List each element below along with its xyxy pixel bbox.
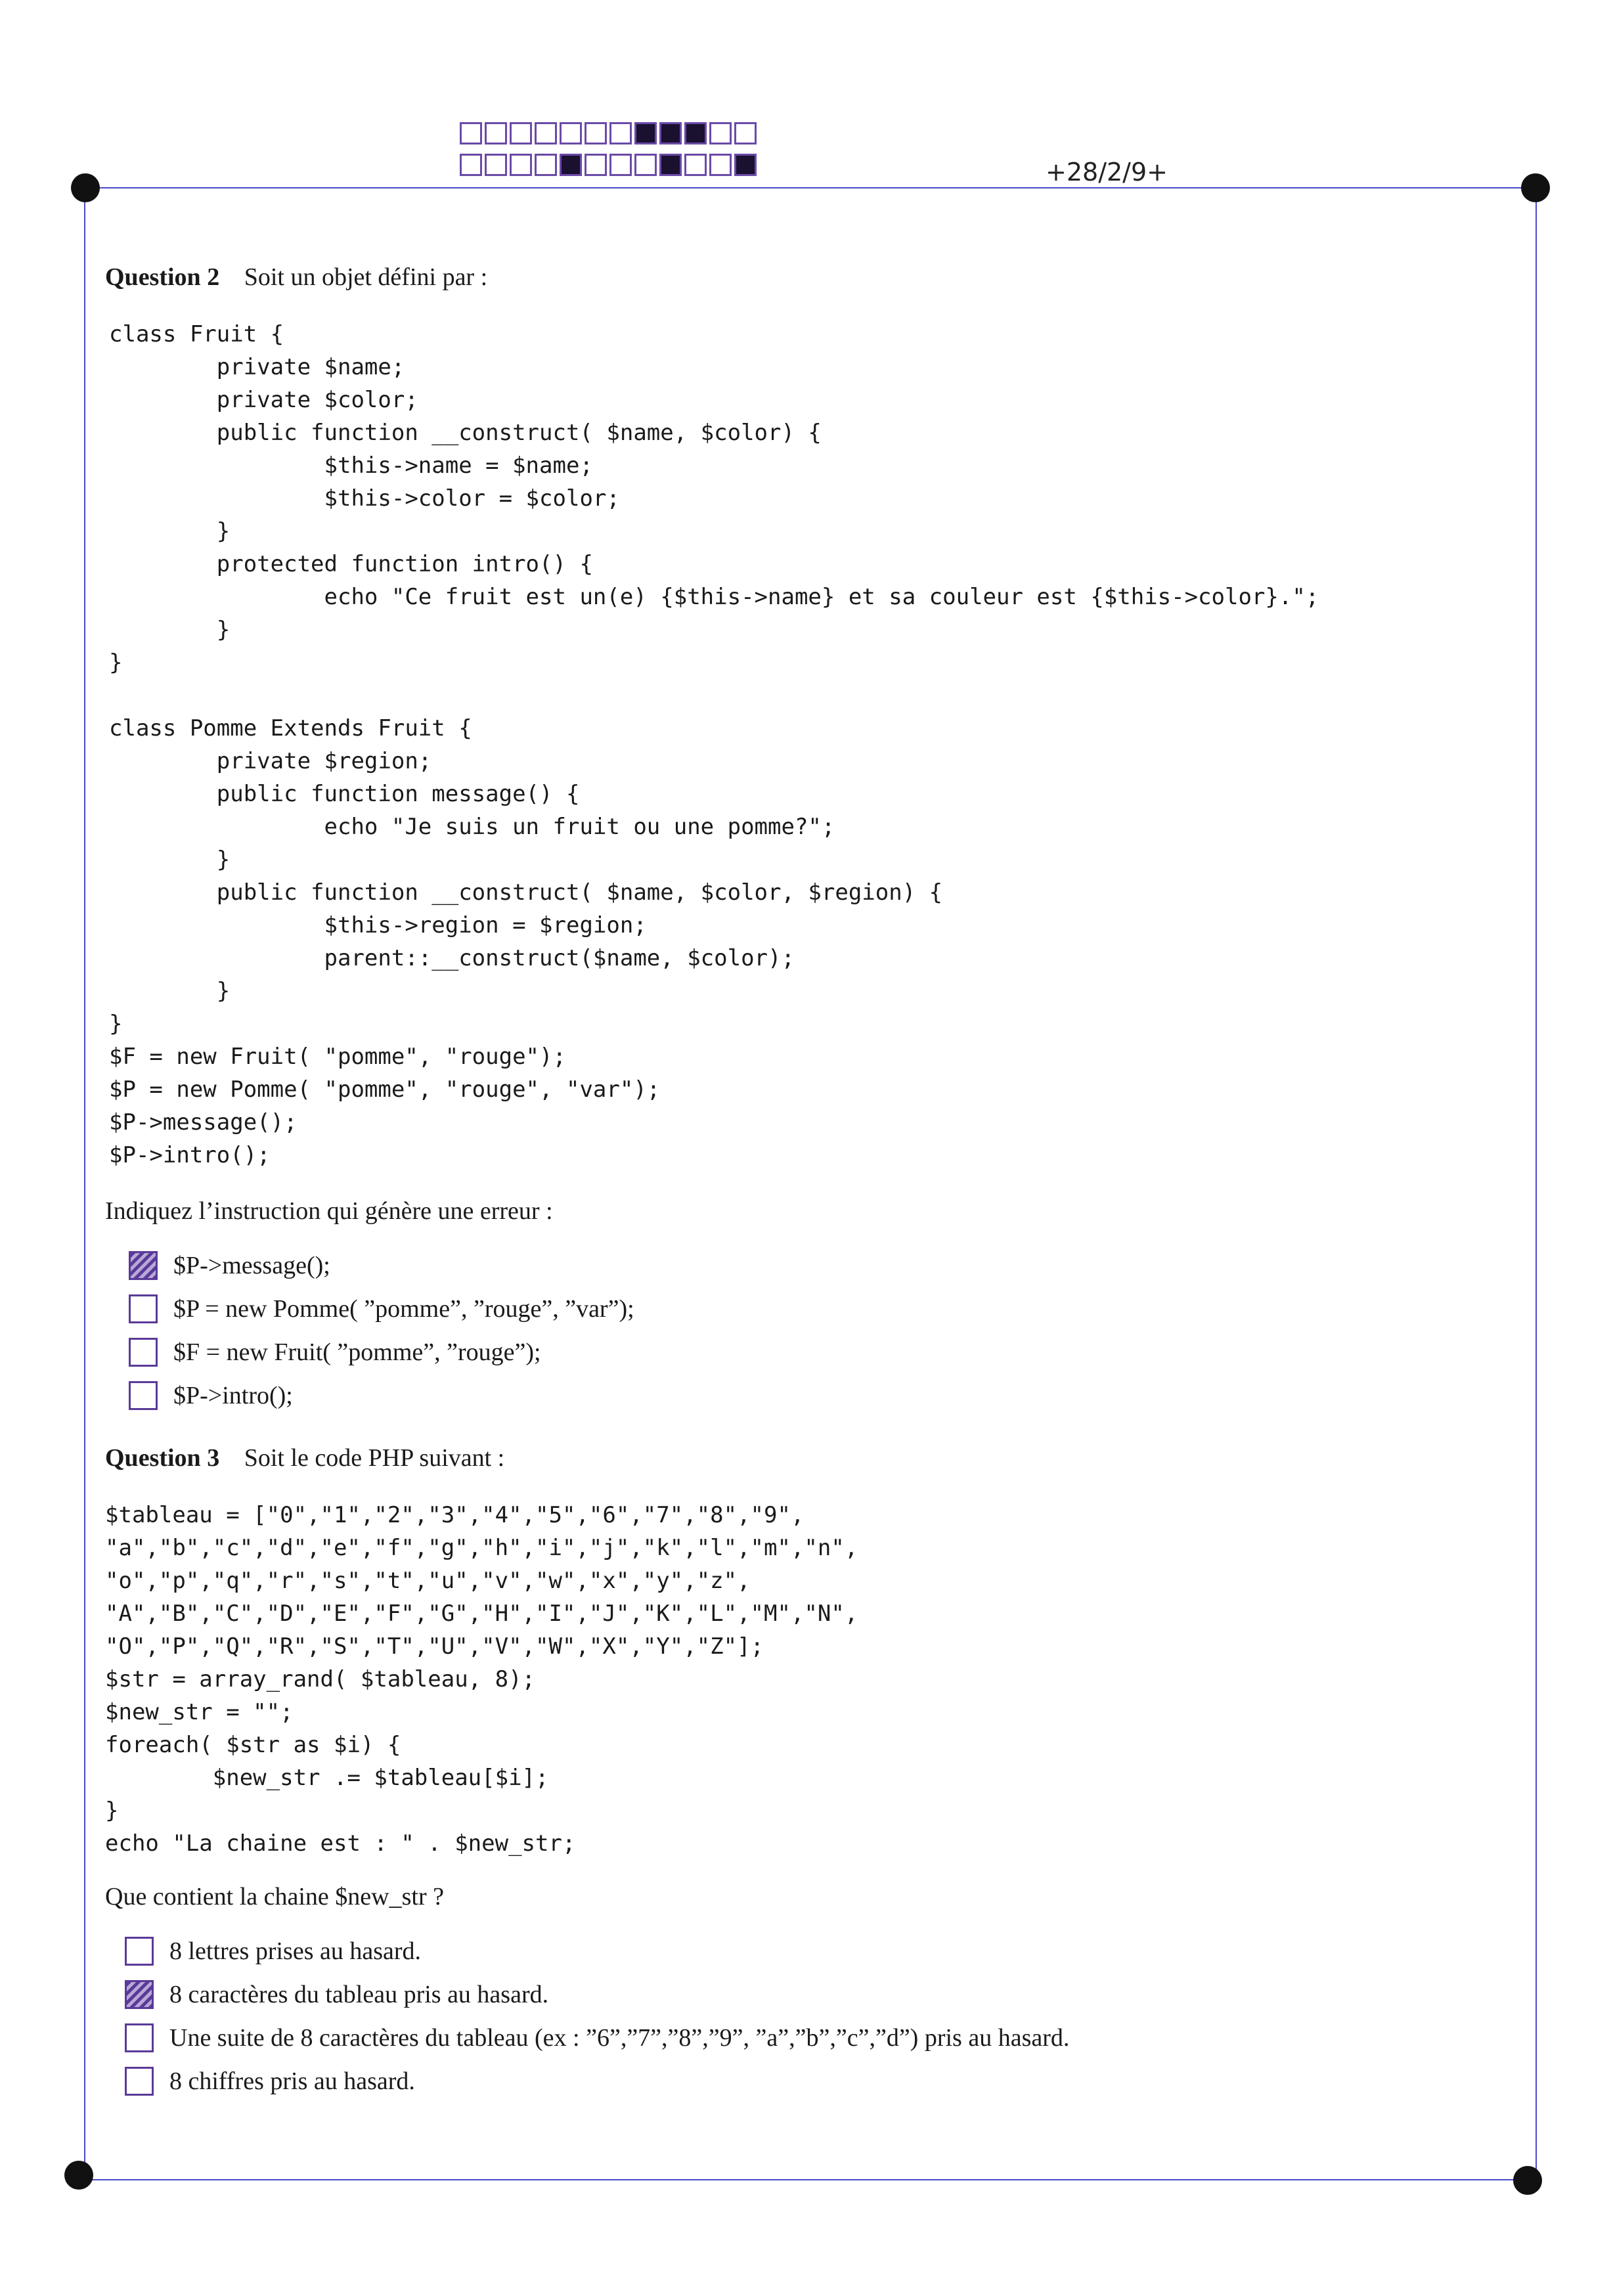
checkbox[interactable] bbox=[125, 1937, 154, 1966]
barcode-cell bbox=[585, 154, 607, 176]
barcode-bottom bbox=[460, 154, 757, 176]
question-prompt: Que contient la chaine $new_str ? bbox=[105, 1883, 444, 1910]
corner-mark-bottom-right bbox=[1513, 2166, 1542, 2195]
checkbox[interactable] bbox=[129, 1338, 158, 1367]
barcode-cell bbox=[585, 122, 607, 144]
answer-option[interactable] bbox=[129, 1287, 634, 1331]
barcode-top bbox=[460, 122, 757, 144]
option-label: $F = new Fruit( ”pomme”, ”rouge”); bbox=[173, 1338, 541, 1366]
question-label: Question 3 bbox=[105, 1444, 220, 1472]
barcode-cell bbox=[535, 154, 557, 176]
barcode-cell bbox=[709, 154, 732, 176]
answer-option[interactable] bbox=[129, 1244, 634, 1287]
question-text: Soit un objet défini par : bbox=[244, 263, 488, 291]
barcode-cell bbox=[460, 154, 482, 176]
checkbox[interactable] bbox=[129, 1251, 158, 1280]
barcode-cell bbox=[460, 122, 482, 144]
barcode-cell bbox=[709, 122, 732, 144]
answer-option[interactable] bbox=[125, 1973, 1069, 2016]
barcode-cell bbox=[485, 122, 507, 144]
barcode-cell bbox=[734, 122, 757, 144]
question-text: Soit le code PHP suivant : bbox=[244, 1444, 505, 1472]
corner-mark-top-left bbox=[71, 173, 100, 202]
option-label: $P->intro(); bbox=[173, 1382, 293, 1409]
question-2 bbox=[105, 263, 1517, 292]
barcode-cell bbox=[609, 154, 632, 176]
barcode-cell bbox=[734, 154, 757, 176]
barcode-cell bbox=[634, 122, 657, 144]
barcode-cell bbox=[684, 154, 707, 176]
barcode-cell bbox=[560, 154, 582, 176]
checkbox[interactable] bbox=[125, 1980, 154, 2009]
question-label: Question 2 bbox=[105, 263, 220, 291]
barcode-cell bbox=[659, 122, 682, 144]
answer-options bbox=[125, 1930, 1069, 2103]
checkbox[interactable] bbox=[125, 2023, 154, 2052]
code-block: class Fruit { private $name; private $color; public function __construct( $name, $color) { $this->name = $name; $this->color = $color; } protected function intro() { echo "Ce fruit est un(e) {$this->name} et sa couleur est {$this->color}."; } } class Pomme Extends Fruit { private $region; public function message() { echo "Je suis un fruit ou une pomme?"; } public function __construct( $name, $color, $region) { $this->region = $region; parent::__construct($name, $color); } } $F = new Fruit( "pomme", "rouge"); $P = new Pomme( "pomme", "rouge", "var"); $P->message(); $P->intro(); bbox=[109, 321, 1319, 1168]
answer-option[interactable] bbox=[125, 2016, 1069, 2060]
question-3-prompt-block bbox=[105, 1882, 1517, 1911]
option-label: 8 lettres prises au hasard. bbox=[169, 1937, 422, 1965]
corner-mark-top-right bbox=[1521, 173, 1550, 202]
code-block: $tableau = ["0","1","2","3","4","5","6","7","8","9", "a","b","c","d","e","f","g","h","i","j","k","l","m","n", "o","p","q","r","s","t","u","v","w","x","y","z", "A","B","C","D","E","F","G","H","I","J","K","L","M","N", "O","P","Q","R","S","T","U","V","W","X","Y","Z"]; $str = array_rand( $tableau, 8); $new_str = ""; foreach( $str as $i) { $new_str .= $tableau[$i]; } echo "La chaine est : " . $new_str; bbox=[105, 1502, 858, 1857]
answer-option[interactable] bbox=[129, 1331, 634, 1374]
corner-mark-bottom-left bbox=[64, 2161, 93, 2190]
option-label: 8 chiffres pris au hasard. bbox=[169, 2067, 415, 2095]
question-3 bbox=[105, 1444, 1517, 1472]
barcode-cell bbox=[609, 122, 632, 144]
question-header bbox=[105, 263, 1517, 292]
option-label: Une suite de 8 caractères du tableau (ex : ”6”,”7”,”8”,”9”, ”a”,”b”,”c”,”d”) pris au hasard. bbox=[169, 2024, 1070, 2052]
barcode-cell bbox=[535, 122, 557, 144]
barcode-cell bbox=[659, 154, 682, 176]
barcode-cell bbox=[510, 154, 532, 176]
answer-option[interactable] bbox=[129, 1374, 634, 1417]
option-label: $P = new Pomme( ”pomme”, ”rouge”, ”var”); bbox=[173, 1295, 634, 1323]
barcode-cell bbox=[684, 122, 707, 144]
answer-option[interactable] bbox=[125, 2060, 1069, 2103]
question-2-prompt-block bbox=[105, 1197, 1517, 1225]
barcode-cell bbox=[560, 122, 582, 144]
question-header bbox=[105, 1444, 1517, 1472]
barcode-cell bbox=[634, 154, 657, 176]
checkbox[interactable] bbox=[125, 2067, 154, 2096]
option-label: 8 caractères du tableau pris au hasard. bbox=[169, 1981, 549, 2008]
question-prompt: Indiquez l’instruction qui génère une erreur : bbox=[105, 1197, 553, 1225]
answer-options bbox=[129, 1244, 634, 1417]
checkbox[interactable] bbox=[129, 1294, 158, 1323]
answer-option[interactable] bbox=[125, 1930, 1069, 1973]
checkbox[interactable] bbox=[129, 1381, 158, 1410]
page-id: +28/2/9+ bbox=[1046, 158, 1168, 187]
barcode-cell bbox=[510, 122, 532, 144]
barcode-cell bbox=[485, 154, 507, 176]
option-label: $P->message(); bbox=[173, 1252, 330, 1279]
